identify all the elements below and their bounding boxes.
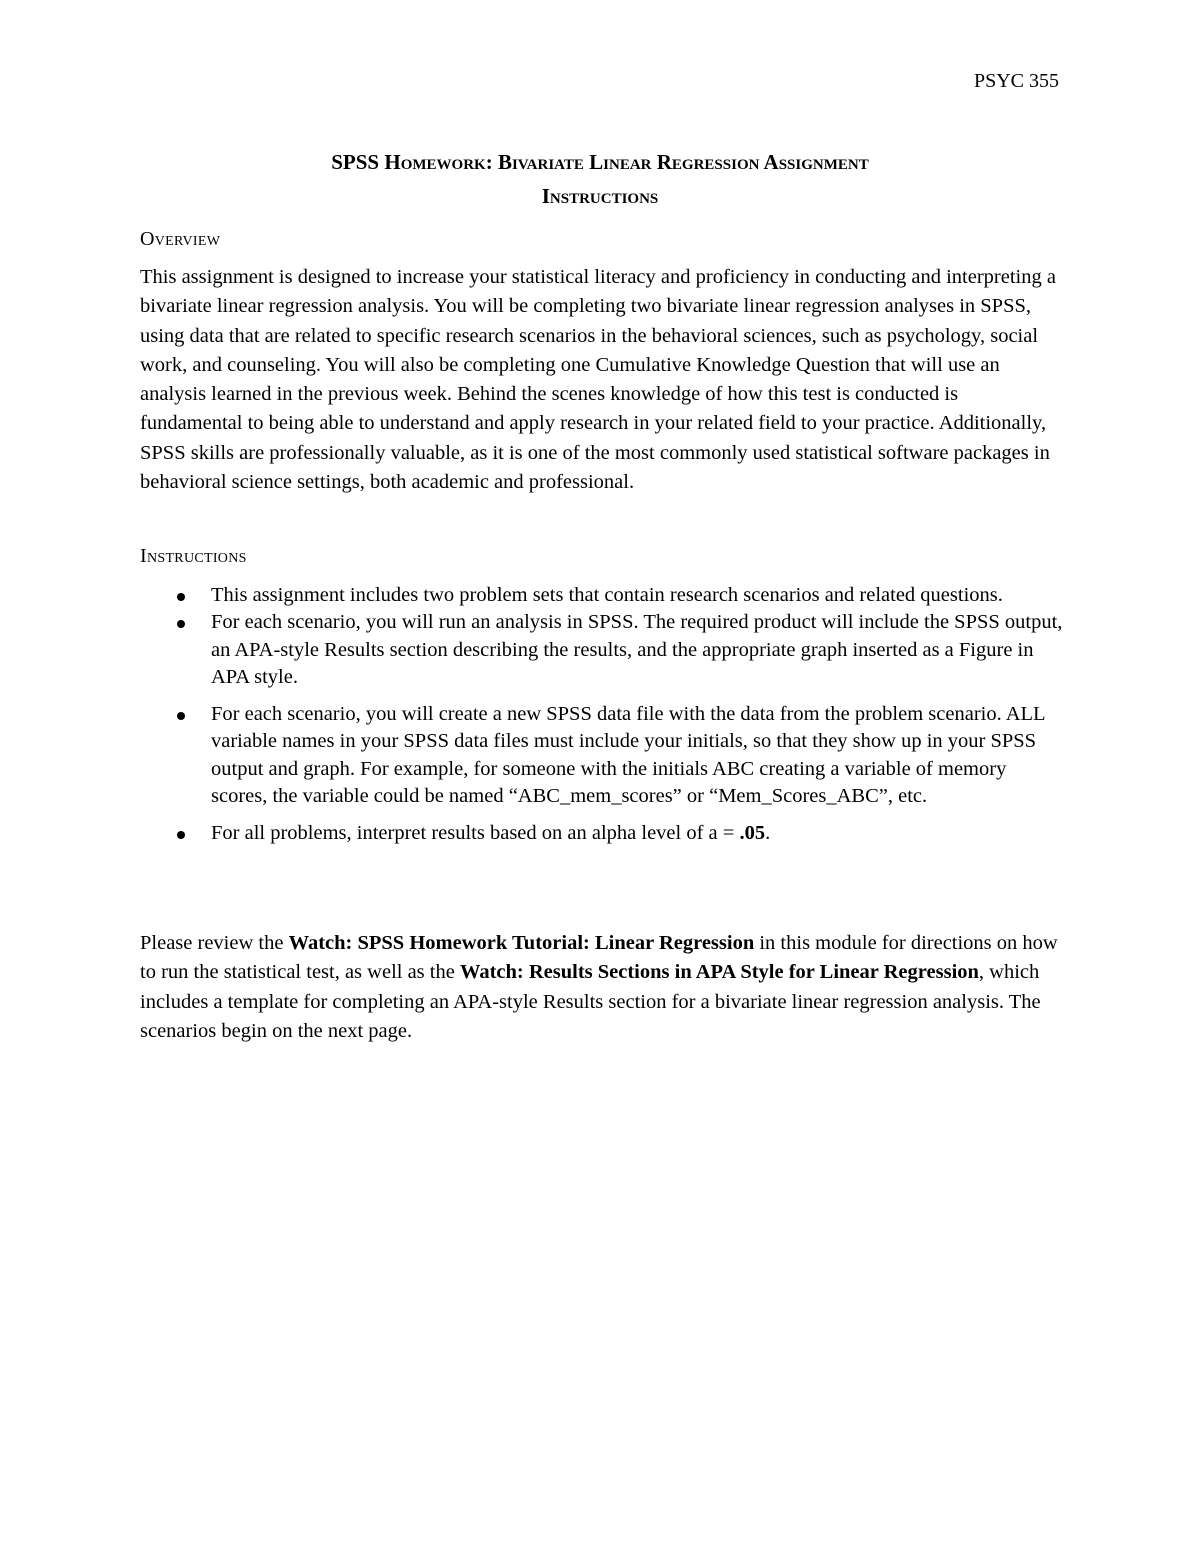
title-line-2: Instructions	[541, 184, 659, 208]
title-line-1: SPSS Homework: Bivariate Linear Regression Assignment	[331, 150, 869, 174]
course-header: PSYC 355	[973, 70, 1059, 92]
review-paragraph: Please review the Watch: SPSS Homework Tutorial: Linear Regression in this module for directions on how to run the statistical test, as well as the Watch: Results Sections in APA Style for Linear Regression, which includes a template for completing an APA-style Results section for a bivariate linear regression analysis. The scenarios begin on the next page.	[140, 932, 1058, 1042]
list-item	[140, 701, 1065, 810]
list-item-text: This assignment includes two problem sets that contain research scenarios and related questions.	[211, 584, 1003, 606]
bullet-icon	[177, 593, 185, 601]
tutorial-reference: Watch: SPSS Homework Tutorial: Linear Regression	[288, 932, 755, 954]
list-item-text: For each scenario, you will create a new SPSS data file with the data from the problem scenario. ALL variable names in your SPSS data files must include your initials, so that they show up in your SPSS output and graph. For example, for someone with the initials ABC creating a variable of memory scores, the variable could be named “ABC_mem_scores” or “Mem_Scores_ABC”, etc.	[211, 703, 1045, 808]
overview-paragraph: This assignment is designed to increase your statistical literacy and proficiency in conducting and interpreting a bivariate linear regression analysis. You will be completing two bivariate linear regression analyses in SPSS, using data that are related to specific research scenarios in the behavioral sciences, such as psychology, social work, and counseling. You will also be completing one Cumulative Knowledge Question that will use an analysis learned in the previous week. Behind the scenes knowledge of how this test is conducted is fundamental to being able to understand and apply research in your related field to your practice. Additionally, SPSS skills are professionally valuable, as it is one of the most commonly used statistical software packages in behavioral science settings, both academic and professional.	[140, 266, 1056, 494]
list-item	[140, 820, 1065, 847]
overview-heading: Overview	[140, 228, 221, 250]
list-item-text: For all problems, interpret results based on an alpha level of a = .05.	[211, 822, 771, 845]
bullet-icon	[177, 712, 185, 720]
instructions-list	[140, 582, 1065, 848]
bullet-icon	[177, 620, 185, 628]
instructions-heading: Instructions	[140, 545, 247, 567]
list-item	[140, 582, 1065, 609]
bullet-icon	[177, 831, 185, 839]
results-reference: Watch: Results Sections in APA Style for Linear Regression	[459, 961, 979, 984]
document-title	[140, 145, 1060, 213]
list-item	[140, 609, 1065, 691]
list-item-text: For each scenario, you will run an analysis in SPSS. The required product will include the SPSS output, an APA-style Results section describing the results, and the appropriate graph inserted as a Figure in APA style.	[211, 611, 1063, 688]
